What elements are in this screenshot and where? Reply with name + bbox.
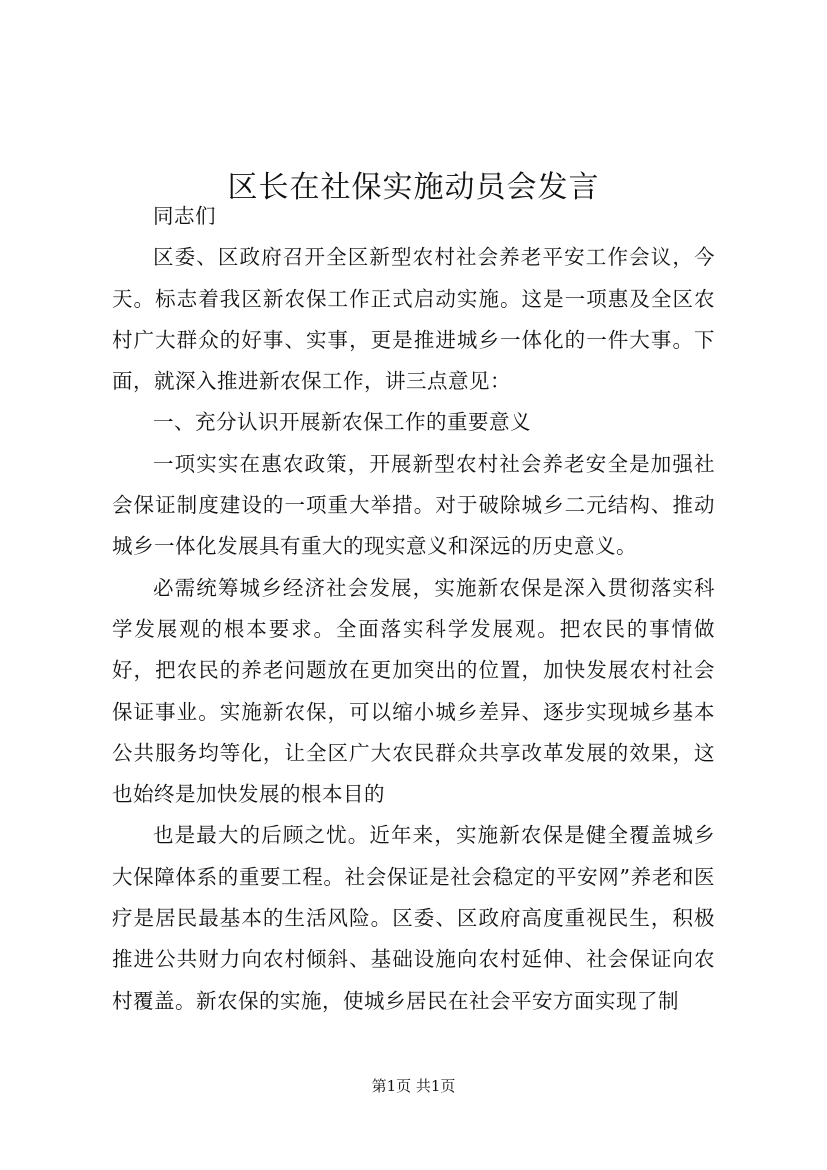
page-number-footer: 第1页 共1页 bbox=[371, 1077, 456, 1095]
section-heading: 一、充分认识开展新农保工作的重要意义 bbox=[153, 410, 531, 435]
document-title: 区长在社保实施动员会发言 bbox=[227, 170, 600, 206]
body-paragraph: 必需统筹城乡经济社会发展，实施新农保是深入贯彻落实科学发展观的根本要求。全面落实科学发展观。把农民的事情做好，把农民的养老问题放在更加突出的位置，加快发展农村社会保证事业。实施新农保，可以缩小城乡差异、逐步实现城乡基本公共服务均等化，让全区广大农民群众共享改革发展的效果，这也始终是加快发展的根本目的 bbox=[112, 575, 715, 807]
body-paragraph: 也是最大的后顾之忧。近年来，实施新农保是健全覆盖城乡大保障体系的重要工程。社会保证是社会稳定的平安网”养老和医疗是居民最基本的生活风险。区委、区政府高度重视民生，积极推进公共财力向农村倾斜、基础设施向农村延伸、社会保证向农村覆盖。新农保的实施，使城乡居民在社会平安方面实现了制 bbox=[112, 823, 715, 1013]
body-paragraph: 一项实实在惠农政策，开展新型农村社会养老安全是加强社会保证制度建设的一项重大举措。对于破除城乡二元结构、推动城乡一体化发展具有重大的现实意义和深远的历史意义。 bbox=[112, 451, 715, 559]
intro-paragraph: 区委、区政府召开全区新型农村社会养老平安工作会议，今天。标志着我区新农保工作正式启动实施。这是一项惠及全区农村广大群众的好事、实事，更是推进城乡一体化的一件大事。下面，就深入推进新农保工作，讲三点意见： bbox=[112, 245, 715, 394]
salutation-paragraph: 同志们 bbox=[153, 204, 216, 228]
document-body bbox=[112, 196, 715, 1022]
